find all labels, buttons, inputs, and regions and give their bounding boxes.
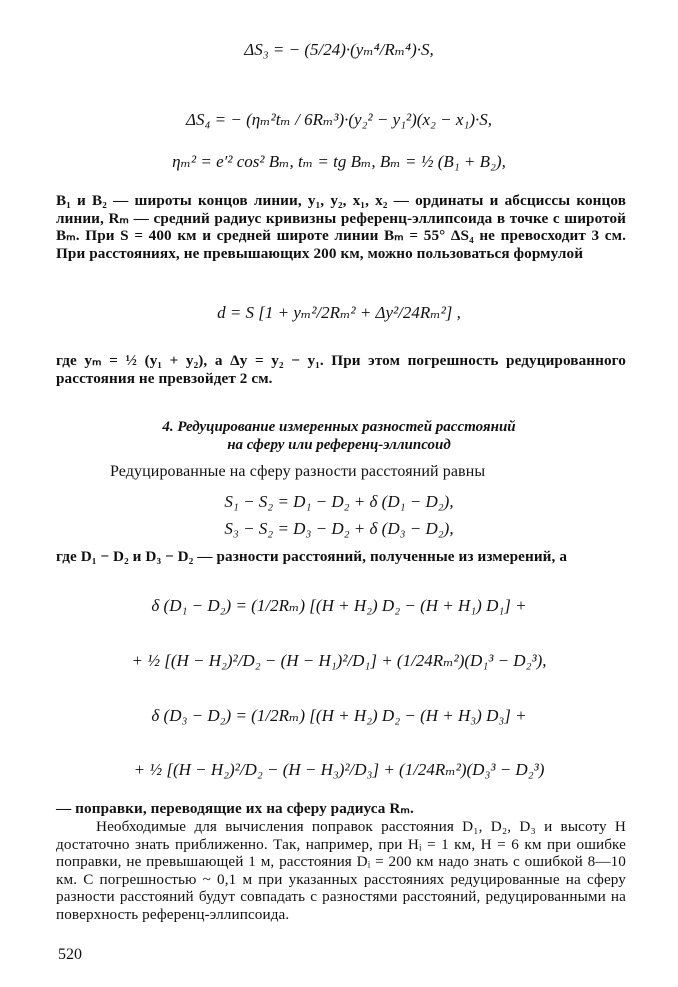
equation-delta-d3-d2-part2: + ½ [(H − H₂)²/D₂ − (H − H₃)²/D₃] + (1/24Rₘ²)(D₃³ − D₂³) xyxy=(133,760,545,779)
equation-delta-s3: ΔS₃ = − (5/24)·(yₘ⁴/Rₘ⁴)·S, xyxy=(244,40,434,59)
paragraph-differences-measured: где D₁ − D₂ и D₃ − D₂ — разности расстояний, полученные из измерений, а xyxy=(56,548,568,565)
equation-delta-d3-d2-part1: δ (D₃ − D₂) = (1/2Rₘ) [(H + H₂) D₂ − (H + H₃) D₃] + xyxy=(151,706,527,725)
equation-definitions: ηₘ² = e′² cos² Bₘ, tₘ = tg Bₘ, Bₘ = ½ (B₁ + B₂), xyxy=(172,152,506,171)
paragraph-corrections: — поправки, переводящие их на сферу радиуса Rₘ. xyxy=(56,800,414,817)
section-heading-line1: 4. Редуцирование измеренных разностей расстояний xyxy=(162,419,516,435)
equation-distance-d: d = S [1 + yₘ²/2Rₘ² + Δy²/24Rₘ²] , xyxy=(217,303,461,322)
section-heading-line2: на сферу или референц-эллипсоид xyxy=(227,437,451,453)
paragraph-ym-definition: где yₘ = ½ (y₁ + y₂), а Δy = y₂ − y₁. При этом погрешность редуцированного расстояния не превзойдет 2 см. xyxy=(56,352,626,387)
paragraph-latitudes: B₁ и B₂ — широты концов линии, y₁, y₂, x₁, x₂ — ординаты и абсциссы концов линии, Rₘ — средний радиус кривизны референц-эллипсоида в точке с широтой Bₘ. При S = 400 км и средней широте линии Bₘ = 55° ΔS₄ не превосходит 3 см. При расстояниях, не превышающих 200 км, можно пользоваться формулой xyxy=(56,192,626,262)
paragraph-accuracy: Необходимые для вычисления поправок расстояния D₁, D₂, D₃ и высоту H достаточно знать приближенно. Так, например, при Hᵢ = 1 км, H = 6 км при ошибке поправки, не превышающей 1 м, расстояния Dᵢ = 200 км надо знать с ошибкой 8—10 км. С погрешностью ~ 0,1 м при указанных расстояниях редуцированные на сферу разности расстояний будут совпадать с разностями расстояний, редуцированными на поверхность референц-эллипсоида. xyxy=(56,818,626,923)
equation-s3-s2: S₃ − S₂ = D₃ − D₂ + δ (D₃ − D₂), xyxy=(224,519,454,538)
paragraph-reduced-differences: Редуцированные на сферу разности расстояний равны xyxy=(110,463,486,480)
equation-delta-d1-d2-part1: δ (D₁ − D₂) = (1/2Rₘ) [(H + H₂) D₂ − (H + H₁) D₁] + xyxy=(151,596,527,615)
equation-delta-s4: ΔS₄ = − (ηₘ²tₘ / 6Rₘ³)·(y₂² − y₁²)(x₂ − x₁)·S, xyxy=(186,110,492,129)
equation-delta-d1-d2-part2: + ½ [(H − H₂)²/D₂ − (H − H₁)²/D₁] + (1/24Rₘ²)(D₁³ − D₂³), xyxy=(131,651,547,670)
page-number: 520 xyxy=(58,946,82,963)
equation-s1-s2: S₁ − S₂ = D₁ − D₂ + δ (D₁ − D₂), xyxy=(224,492,454,511)
